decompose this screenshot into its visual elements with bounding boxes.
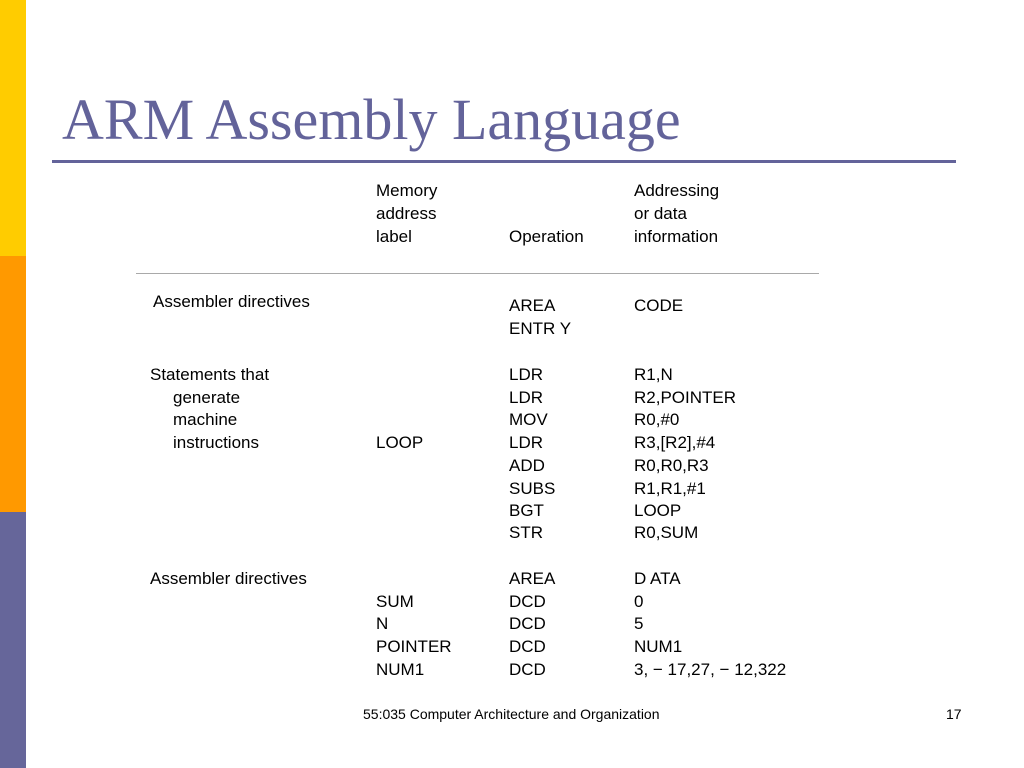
code-operand: 5 [634,614,644,633]
header-operation: Operation [509,227,584,246]
code-op: LDR [509,365,544,384]
code-op: AREA [509,569,556,588]
code-op: DCD [509,614,546,633]
header-label-line-1: Memory [376,181,438,200]
accent-bar-purple [0,512,26,768]
code-op: DCD [509,660,546,679]
code-operand: NUM1 [634,637,683,656]
code-op: SUBS [509,479,556,498]
title-underline [52,160,956,163]
code-op: DCD [509,592,546,611]
section-statements-line-1: Statements that [150,365,270,384]
code-label: SUM [376,592,414,611]
code-operand: R2,POINTER [634,388,737,407]
header-label-line-3: label [376,227,412,246]
section-assembler-directives-top: Assembler directives [153,292,310,311]
code-op: AREA [509,296,556,315]
code-op: DCD [509,637,546,656]
code-op: STR [509,523,543,542]
code-operand: CODE [634,296,684,315]
code-operand: 3, − 17,27, − 12,322 [634,660,787,679]
code-operand: R1,N [634,365,673,384]
code-operand: D ATA [634,569,681,588]
code-op: BGT [509,501,544,520]
code-label: NUM1 [376,660,425,679]
accent-bar-orange [0,256,26,512]
header-operand-line-1: Addressing [634,181,720,200]
code-label: POINTER [376,637,452,656]
code-op: ADD [509,456,545,475]
code-op: LDR [509,388,544,407]
footer-course-title: 55:035 Computer Architecture and Organization [363,706,660,722]
code-op: LDR [509,433,544,452]
code-op: ENTR Y [509,319,572,338]
code-op: MOV [509,410,548,429]
code-operand: LOOP [634,501,682,520]
code-operand: R1,R1,#1 [634,479,706,498]
code-operand: R3,[R2],#4 [634,433,716,452]
slide-title: ARM Assembly Language [62,87,681,152]
code-operand: R0,#0 [634,410,680,429]
code-operand: R0,SUM [634,523,699,542]
code-label: LOOP [376,433,424,452]
header-operand-line-3: information [634,227,719,246]
section-statements-line-4: instructions [173,433,259,452]
section-assembler-directives-bottom: Assembler directives [150,569,307,588]
section-statements-line-2: generate [173,388,241,407]
code-label: N [376,614,389,633]
header-label-line-2: address [376,204,437,223]
footer-page-number: 17 [946,706,962,722]
section-statements-line-3: machine [173,410,238,429]
table-divider [136,273,819,274]
code-operand: 0 [634,592,644,611]
accent-bar-yellow [0,0,26,256]
header-operand-line-2: or data [634,204,687,223]
code-operand: R0,R0,R3 [634,456,709,475]
